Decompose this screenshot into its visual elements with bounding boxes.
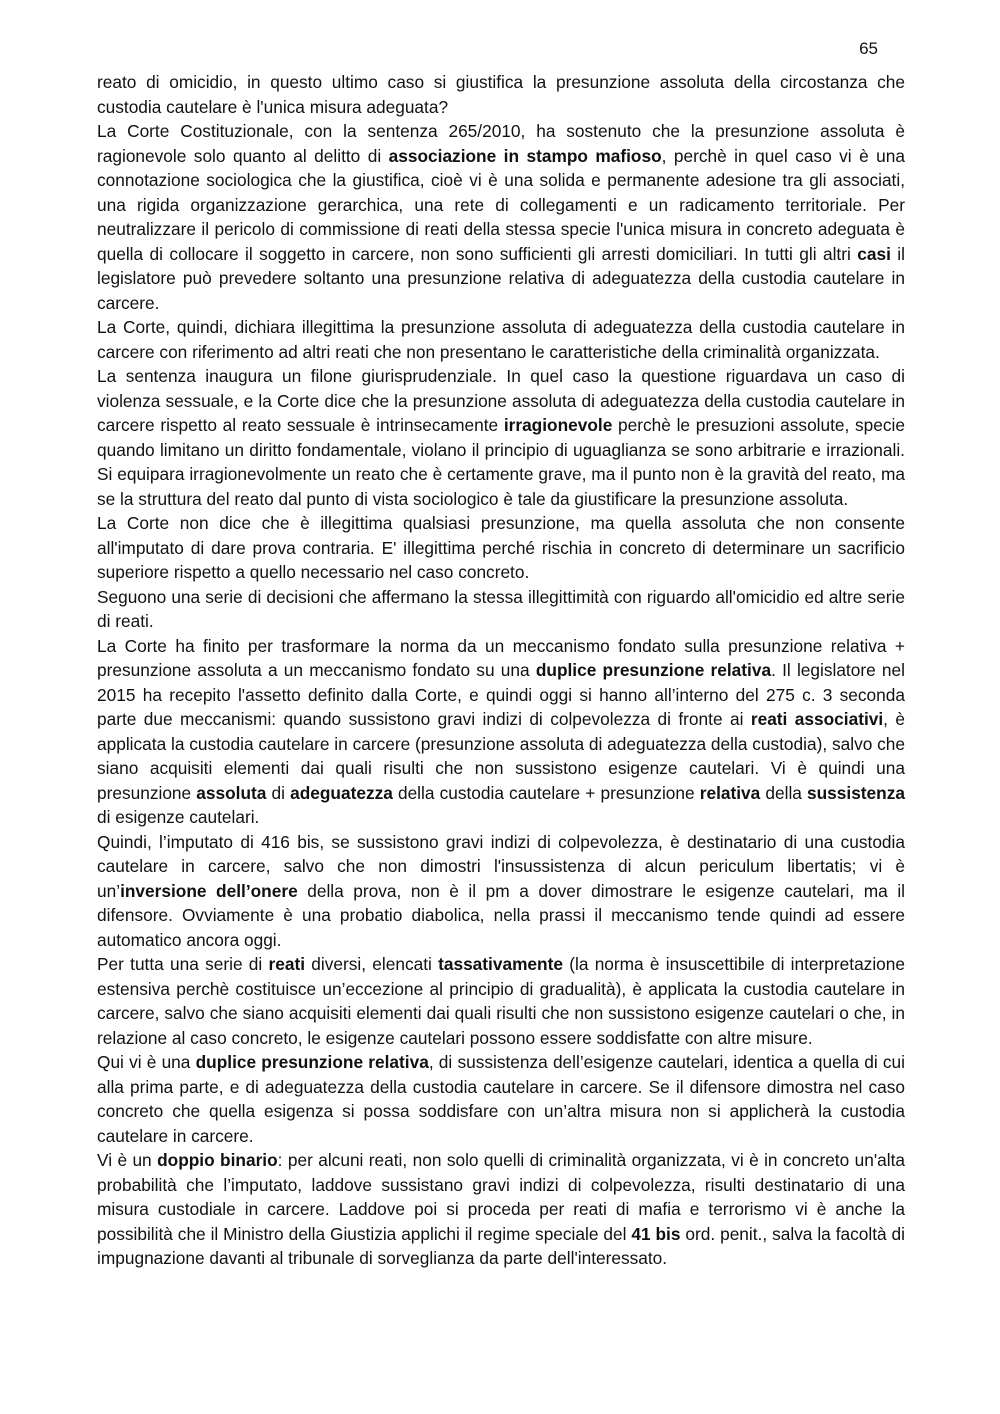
paragraph (97, 1050, 905, 1148)
bold-text: reati associativi (750, 709, 884, 729)
bold-text: reati (268, 954, 306, 974)
text-run: : per alcuni reati, non solo quelli di criminalità organizzata, vi è in concreto un'alta probabilità che l’imputato, laddove sussistano gravi indizi di colpevolezza, risulti destinatario di una misura custodiale in carcere. Laddove poi si proceda per reati di mafia e terrorismo vi è anche la possibilità che il Ministro della Giustizia applichi il regime speciale del (97, 1150, 905, 1244)
paragraph (97, 634, 905, 830)
paragraph (97, 364, 905, 511)
text-run: il legislatore può prevedere soltanto una presunzione relativa di adeguatezza della custodia cautelare in carcere. (97, 243, 905, 313)
paragraph (97, 1148, 905, 1271)
text-run: della custodia cautelare + presunzione (392, 782, 700, 803)
paragraph (97, 585, 905, 634)
text-run: Per tutta una serie di (97, 954, 269, 974)
text-run: La Corte ha finito per trasformare la norma da un meccanismo fondato sulla presunzione relativa + presunzione assoluta a un meccanismo fondato su una (97, 635, 905, 680)
text-run: Vi è un (97, 1150, 158, 1170)
bold-text: doppio binario (157, 1150, 278, 1170)
document-body (97, 70, 905, 1271)
text-run: , di sussistenza dell’esigenze cautelari, identica a quella di cui alla prima parte, e di adeguatezza della custodia cautelare in carcere. Se il difensore dimostra nel caso concreto che quella esigenza si possa soddisfare con un’altra misura non si applicherà la custodia cautelare in carcere. (97, 1052, 905, 1146)
text-run: (la norma è insuscettibile di interpretazione estensiva perchè costituisce un’eccezione al principio di gradualità), è applicata la custodia cautelare in carcere, salvo che siano acquisiti elementi dai quali risulti che non sussistono esigenze cautelari o che, in relazione al caso concreto, le esigenze cautelari possono essere soddisfatte con altre misure. (97, 954, 905, 1048)
paragraph (97, 830, 905, 953)
text-run: , è applicata la custodia cautelare in carcere (presunzione assoluta di adeguatezza della custodia), salvo che siano acquisiti elementi dai quali risulti che non sussistono esigenze cautelari. Vi è quindi una presunzione (97, 709, 906, 803)
text-run: , perchè in quel caso vi è una connotazione sociologica che la giustifica, cioè vi è una solida e permanente adesione tra gli associati, una rigida organizzazione gerarchica, una rete di collegamenti e un radicamento territoriale. Per neutralizzare il pericolo di commissione di reati della stessa specie l'unica misura in concreto adeguata è quella di collocare il soggetto in carcere, non sono sufficienti gli arresti domiciliari. In tutti gli altri (97, 145, 905, 264)
text-run: di (266, 782, 291, 803)
bold-text: inversione dell’onere (120, 880, 298, 901)
text-run: La sentenza inaugura un filone giurisprudenziale. In quel caso la questione riguardava un caso di violenza sessuale, e la Corte dice che la presunzione assoluta di adeguatezza della custodia cautelare in carcere rispetto al reato sessuale è intrinsecamente (97, 366, 905, 435)
text-run: diversi, elencati (305, 954, 439, 974)
text-run: di esigenze cautelari. (97, 807, 260, 827)
bold-text: associazione in stampo mafioso (388, 145, 662, 166)
bold-text: irragionevole (503, 415, 613, 435)
paragraph (97, 119, 905, 315)
bold-text: adeguatezza (290, 782, 393, 803)
bold-text: sussistenza (807, 782, 905, 803)
text-run: Seguono una serie di decisioni che affermano la stessa illegittimità con riguardo all'omicidio ed altre serie di reati. (97, 586, 905, 631)
text-run: ord. penit., salva la facoltà di impugnazione davanti al tribunale di sorveglianza da parte dell'interessato. (97, 1223, 905, 1268)
bold-text: duplice presunzione relativa (195, 1052, 429, 1072)
bold-text: relativa (699, 782, 761, 803)
bold-text: tassativamente (438, 954, 563, 974)
text-run: . Il legislatore nel 2015 ha recepito l'assetto definito dalla Corte, e quindi oggi si hanno all’interno del 275 c. 3 seconda parte due meccanismi: quando sussistono gravi indizi di colpevolezza di fronte ai (97, 660, 905, 729)
text-run: La Corte, quindi, dichiara illegittima la presunzione assoluta di adeguatezza della custodia cautelare in carcere con riferimento ad altri reati che non presentano le caratteristiche della criminalità organizzata. (97, 317, 905, 362)
bold-text: 41 bis (631, 1223, 681, 1244)
bold-text: assoluta (196, 782, 267, 803)
text-run: reato di omicidio, in questo ultimo caso si giustifica la presunzione assoluta della circostanza che custodia cautelare è l'unica misura adeguata? (97, 72, 905, 117)
paragraph (97, 952, 905, 1050)
text-run: Qui vi è una (97, 1052, 196, 1072)
bold-text: duplice presunzione relativa (535, 660, 772, 680)
text-run: La Corte Costituzionale, con la sentenza 265/2010, ha sostenuto che la presunzione assoluta è ragionevole solo quanto al delitto di (97, 121, 905, 166)
text-run: La Corte non dice che è illegittima qualsiasi presunzione, ma quella assoluta che non consente all'imputato di dare prova contraria. E' illegittima perché rischia in concreto di determinare un sacrificio superiore rispetto a quello necessario nel caso concreto. (97, 513, 905, 582)
text-run: Quindi, l’imputato di 416 bis, se sussistono gravi indizi di colpevolezza, è destinatario di una custodia cautelare in carcere, salvo che non dimostri l'insussistenza di alcun periculum libertatis; vi è un’ (97, 831, 905, 901)
page-number: 65 (859, 39, 878, 58)
paragraph (97, 511, 905, 585)
bold-text: casi (857, 243, 891, 264)
paragraph (97, 315, 905, 364)
text-run: della prova, non è il pm a dover dimostrare le esigenze cautelari, ma il difensore. Ovviamente è una probatio diabolica, nella prassi il meccanismo tende quindi ad essere automatico ancora oggi. (97, 880, 905, 950)
text-run: perchè le presuzioni assolute, specie quando limitano un diritto fondamentale, violano il principio di uguaglianza se sono arbitrarie e irrazionali. Si equipara irragionevolmente un reato che è certamente grave, ma il punto non è la gravità del reato, ma se la struttura del reato dal punto di vista sociologico è tale da giustificare la presunzione assoluta. (97, 415, 905, 509)
paragraph (97, 70, 905, 119)
text-run: della (760, 782, 807, 803)
